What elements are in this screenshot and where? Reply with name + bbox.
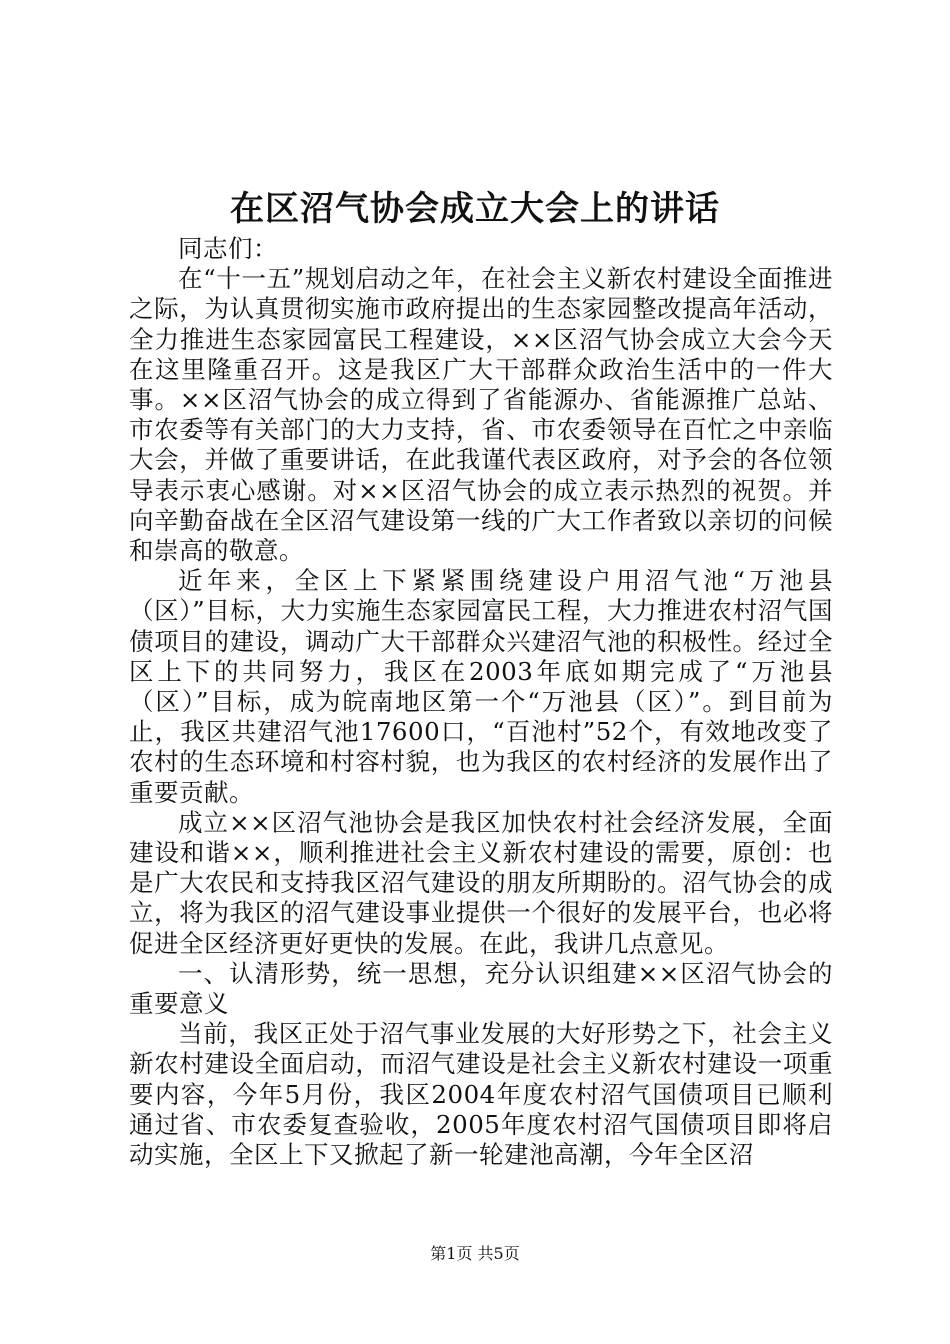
paragraph: 成立××区沼气池协会是我区加快农村社会经济发展，全面建设和谐××，顺利推进社会主义新农村建设的需要，原创：也是广大农民和支持我区沼气建设的朋友所期盼的。沼气协会的成立，将为我区的沼气建设事业提供一个很好的发展平台，也必将促进全区经济更好更快的发展。在此，我讲几点意见。 [129, 807, 833, 958]
paragraph: 当前，我区正处于沼气事业发展的大好形势之下，社会主义新农村建设全面启动，而沼气建设是社会主义新农村建设一项重要内容，今年5月份，我区2004年度农村沼气国债项目已顺利通过省、市农委复查验收，2005年度农村沼气国债项目即将启动实施，全区上下又掀起了新一轮建池高潮，今年全区沼 [129, 1019, 833, 1170]
paragraph-salutation: 同志们： [178, 234, 278, 263]
paragraph: 在“十一五”规划启动之年，在社会主义新农村建设全面推进之际，为认真贯彻实施市政府提出的生态家园整改提高年活动，全力推进生态家园富民工程建设，××区沼气协会成立大会今天在这里隆重召开。这是我区广大干部群众政治生活中的一件大事。××区沼气协会的成立得到了省能源办、省能源推广总站、市农委等有关部门的大力支持，省、市农委领导在百忙之中亲临大会，并做了重要讲话，在此我谨代表区政府，对予会的各位领导表示衷心感谢。对××区沼气协会的成立表示热烈的祝贺。并向辛勤奋战在全区沼气建设第一线的广大工作者致以亲切的问候和崇高的敬意。 [129, 264, 833, 566]
paragraph: 近年来，全区上下紧紧围绕建设户用沼气池“万池县（区）”目标，大力实施生态家园富民工程，大力推进农村沼气国债项目的建设，调动广大干部群众兴建沼气池的积极性。经过全区上下的共同努力，我区在2003年底如期完成了“万池县（区）”目标，成为皖南地区第一个“万池县（区）”。到目前为止，我区共建沼气池17600口，“百池村”52个，有效地改变了农村的生态环境和村容村貌，也为我区的农村经济的发展作出了重要贡献。 [129, 566, 833, 807]
document-title: 在区沼气协会成立大会上的讲话 [230, 189, 720, 229]
page-number-footer: 第1页 共5页 [430, 1244, 520, 1263]
document-body [129, 234, 833, 1170]
section-heading: 一、认清形势，统一思想，充分认识组建××区沼气协会的重要意义 [129, 958, 833, 1019]
